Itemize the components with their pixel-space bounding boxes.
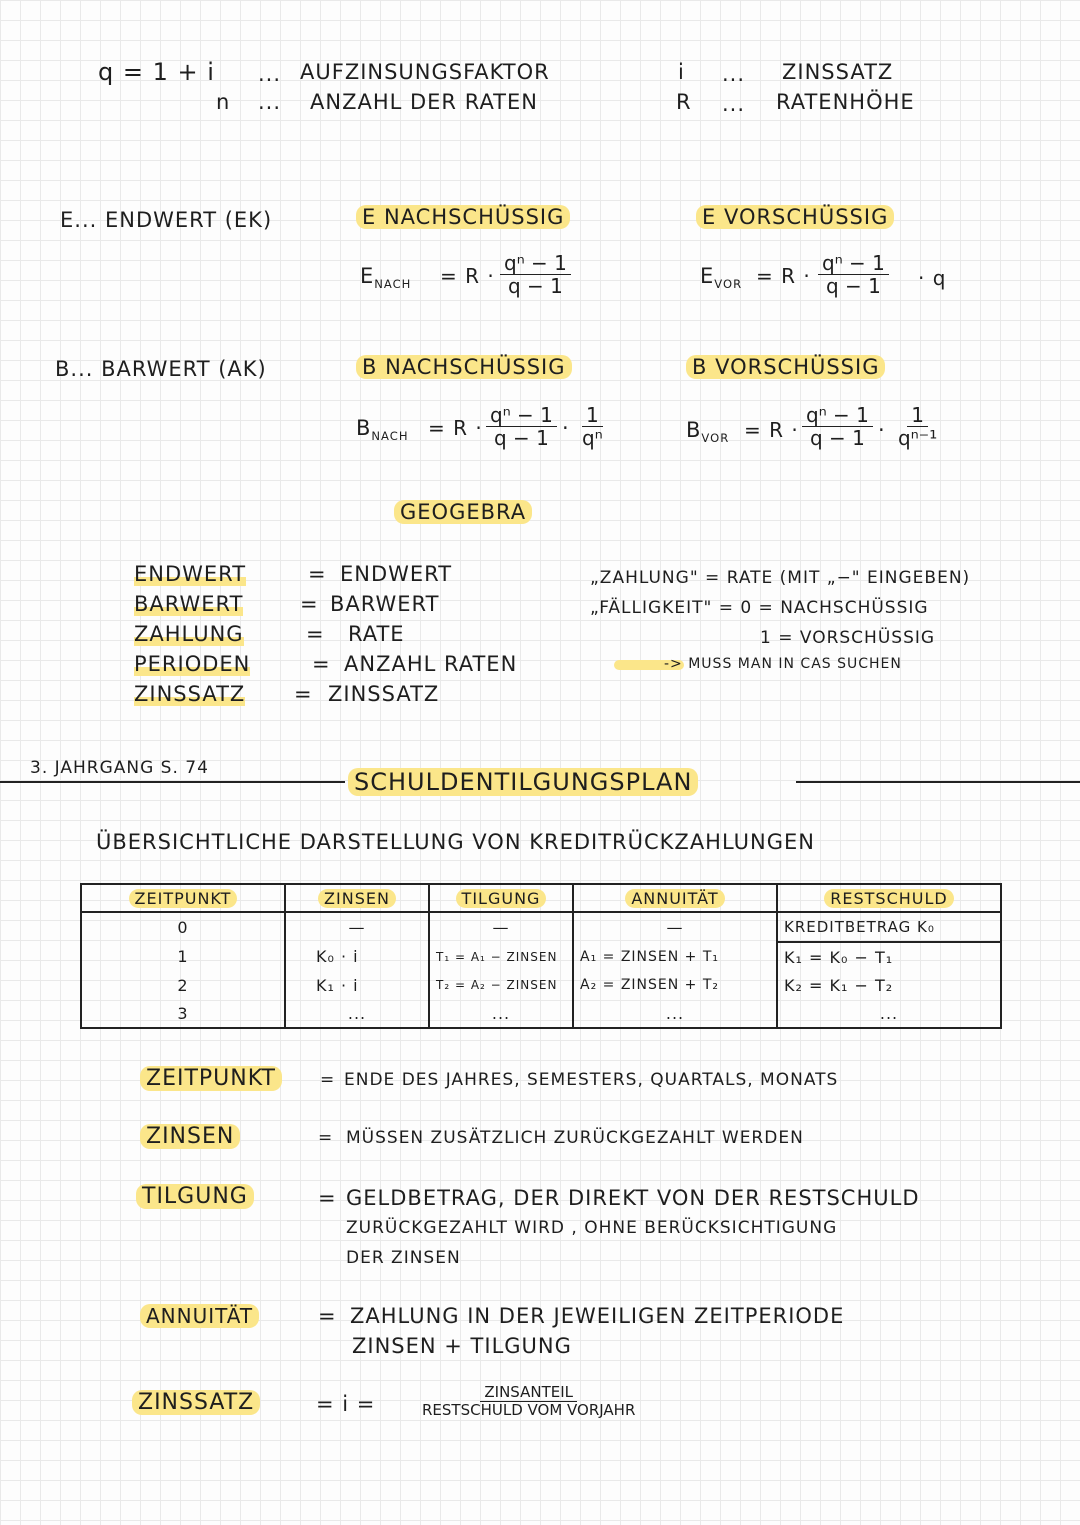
section-divider-left — [0, 781, 345, 783]
r-symbol: R — [676, 90, 692, 114]
section-divider-right — [796, 781, 1080, 783]
cell: A₁ = ZINSEN + T₁ — [573, 942, 777, 971]
def-text-zinsen: MÜSSEN ZUSÄTZLICH ZURÜCKGEZAHLT WERDEN — [346, 1128, 804, 1148]
q-label: AUFZINSUNGSFAKTOR — [300, 60, 550, 84]
zinssatz-fraction — [418, 1384, 639, 1419]
endwert-nach-eq: = R · — [440, 264, 495, 288]
endwert-vor-times-q: · q — [918, 266, 947, 290]
geogebra-key-zahlung: ZAHLUNG — [134, 622, 244, 646]
barwert-vor-fraction2 — [894, 404, 941, 449]
cell: K₀ · i — [285, 942, 429, 971]
cell: KREDITBETRAG K₀ — [777, 912, 1001, 942]
geogebra-eq-zinssatz: = — [294, 682, 313, 706]
q-dots: ... — [258, 62, 282, 86]
table-header-row — [81, 884, 1001, 912]
cell: K₁ = K₀ − T₁ — [777, 942, 1001, 971]
barwert-vor-eq: = R · — [744, 418, 799, 442]
n-label: ANZAHL DER RATEN — [310, 90, 538, 114]
endwert-nach-title: E NACHSCHÜSSIG — [356, 205, 570, 229]
cell: T₁ = A₁ − ZINSEN — [429, 942, 573, 971]
def-eq-annuitaet: = — [318, 1304, 337, 1328]
barwert-nach-one: 1 — [582, 404, 603, 427]
geogebra-value-zinssatz: ZINSSATZ — [328, 682, 440, 706]
def-term-tilgung: TILGUNG — [136, 1184, 254, 1209]
r-dots: ... — [722, 92, 746, 116]
section-title: SCHULDENTILGUNGSPLAN — [348, 768, 698, 796]
endwert-vor-numerator: qⁿ − 1 — [818, 252, 889, 275]
def-term-annuitaet: ANNUITÄT — [140, 1304, 259, 1328]
geogebra-key-perioden: PERIODEN — [134, 652, 251, 676]
cell: A₂ = ZINSEN + T₂ — [573, 971, 777, 999]
endwert-vor-denominator: q − 1 — [825, 274, 881, 298]
cell: ... — [429, 999, 573, 1028]
cell: 2 — [81, 971, 285, 999]
geogebra-key-endwert: ENDWERT — [134, 562, 247, 586]
cell: ... — [777, 999, 1001, 1028]
table-row — [81, 971, 1001, 999]
endwert-vor-fraction — [818, 252, 889, 297]
i-dots: ... — [722, 62, 746, 86]
cell: K₂ = K₁ − T₂ — [777, 971, 1001, 999]
cell: — — [573, 912, 777, 942]
cell: 1 — [81, 942, 285, 971]
cell: 3 — [81, 999, 285, 1028]
zinssatz-denominator: RESTSCHULD VOM VORJAHR — [422, 1401, 636, 1419]
barwert-vor-title: B VORSCHÜSSIG — [686, 355, 885, 379]
section-subtitle: ÜBERSICHTLICHE DARSTELLUNG VON KREDITRÜCKZAHLUNGEN — [96, 830, 815, 854]
barwert-nach-dot: · — [562, 416, 570, 440]
geogebra-value-zahlung: RATE — [348, 622, 405, 646]
geogebra-eq-endwert: = — [308, 562, 327, 586]
barwert-vor-denominator: q − 1 — [809, 426, 865, 450]
geogebra-eq-zahlung: = — [306, 622, 325, 646]
def-eq-zeitpunkt: = — [320, 1070, 336, 1090]
barwert-nach-lhs: $B_{NACH}$ — [356, 416, 409, 444]
header-tilgung: TILGUNG — [429, 884, 573, 912]
def-eq-zinsen: = — [318, 1128, 334, 1148]
geogebra-value-perioden: ANZAHL RATEN — [344, 652, 518, 676]
geogebra-key-barwert: BARWERT — [134, 592, 244, 616]
barwert-label: B... BARWERT (AK) — [55, 357, 267, 381]
n-dots: ... — [258, 90, 282, 114]
table-row — [81, 942, 1001, 971]
barwert-nach-fraction2 — [578, 404, 607, 449]
zinssatz-numerator: ZINSANTEIL — [480, 1384, 577, 1402]
barwert-nach-title: B NACHSCHÜSSIG — [356, 355, 572, 379]
barwert-vor-fraction — [802, 404, 873, 449]
def-eq-tilgung: = — [318, 1186, 337, 1210]
endwert-nach-numerator: qⁿ − 1 — [500, 252, 571, 275]
geogebra-value-barwert: BARWERT — [330, 592, 440, 616]
geogebra-eq-barwert: = — [300, 592, 319, 616]
repayment-table — [80, 883, 1002, 1029]
cell: — — [285, 912, 429, 942]
def-text-tilgung-2: ZURÜCKGEZAHLT WIRD , OHNE BERÜCKSICHTIGUNG — [346, 1218, 838, 1238]
geogebra-note-zahlung: „ZAHLUNG" = RATE (MIT „−" EINGEBEN) — [590, 568, 971, 588]
table-row — [81, 912, 1001, 942]
n-symbol: n — [216, 90, 231, 114]
geogebra-note-vorschuessig: 1 = VORSCHÜSSIG — [760, 628, 936, 648]
header-zinsen: ZINSEN — [285, 884, 429, 912]
def-term-zinsen: ZINSEN — [140, 1124, 240, 1149]
def-text-annuitaet-1: ZAHLUNG IN DER JEWEILIGEN ZEITPERIODE — [350, 1304, 845, 1328]
header-zeitpunkt: ZEITPUNKT — [81, 884, 285, 912]
barwert-nach-numerator: qⁿ − 1 — [486, 404, 557, 427]
geogebra-eq-perioden: = — [312, 652, 331, 676]
barwert-nach-fraction — [486, 404, 557, 449]
def-text-zeitpunkt: ENDE DES JAHRES, SEMESTERS, QUARTALS, MONATS — [344, 1070, 839, 1090]
cell: ... — [573, 999, 777, 1028]
barwert-vor-one: 1 — [907, 404, 928, 427]
def-text-tilgung-3: DER ZINSEN — [346, 1248, 461, 1268]
def-term-zeitpunkt: ZEITPUNKT — [140, 1066, 282, 1091]
barwert-nach-den2: qⁿ — [582, 426, 603, 450]
q-formula: q = 1 + i — [98, 58, 215, 86]
endwert-nach-denominator: q − 1 — [507, 274, 563, 298]
section-reference: 3. JAHRGANG S. 74 — [30, 758, 209, 778]
def-text-annuitaet-2: ZINSEN + TILGUNG — [352, 1334, 572, 1358]
header-restschuld: RESTSCHULD — [777, 884, 1001, 912]
r-label: RATENHÖHE — [776, 90, 915, 114]
barwert-vor-dot: · — [878, 418, 886, 442]
geogebra-value-endwert: ENDWERT — [340, 562, 453, 586]
endwert-label: E... ENDWERT (EK) — [60, 208, 273, 232]
barwert-vor-den2: qⁿ⁻¹ — [898, 426, 938, 450]
endwert-vor-lhs: $E_{VOR}$ — [700, 264, 743, 292]
barwert-nach-denominator: q − 1 — [493, 426, 549, 450]
geogebra-key-zinssatz: ZINSSATZ — [134, 682, 246, 706]
endwert-nach-lhs: $E_{NACH}$ — [360, 264, 412, 292]
geogebra-note-faelligkeit: „FÄLLIGKEIT" = 0 = NACHSCHÜSSIG — [590, 598, 929, 618]
cell: T₂ = A₂ − ZINSEN — [429, 971, 573, 999]
cell: 0 — [81, 912, 285, 942]
geogebra-title: GEOGEBRA — [394, 500, 532, 524]
table-row — [81, 999, 1001, 1028]
cell: ... — [285, 999, 429, 1028]
endwert-vor-eq: = R · — [756, 264, 811, 288]
def-text-tilgung-1: GELDBETRAG, DER DIREKT VON DER RESTSCHULD — [346, 1186, 920, 1210]
def-eq-zinssatz: = i = — [316, 1392, 376, 1416]
barwert-vor-lhs: $B_{VOR}$ — [686, 418, 730, 446]
i-symbol: i — [678, 60, 685, 84]
def-term-zinssatz: ZINSSATZ — [132, 1390, 260, 1415]
geogebra-note-cas: -> MUSS MAN IN CAS SUCHEN — [664, 656, 902, 672]
barwert-nach-eq: = R · — [428, 416, 483, 440]
endwert-nach-fraction — [500, 252, 571, 297]
header-annuitaet: ANNUITÄT — [573, 884, 777, 912]
barwert-vor-numerator: qⁿ − 1 — [802, 404, 873, 427]
cell: K₁ · i — [285, 971, 429, 999]
i-label: ZINSSATZ — [782, 60, 894, 84]
cell: — — [429, 912, 573, 942]
endwert-vor-title: E VORSCHÜSSIG — [696, 205, 894, 229]
